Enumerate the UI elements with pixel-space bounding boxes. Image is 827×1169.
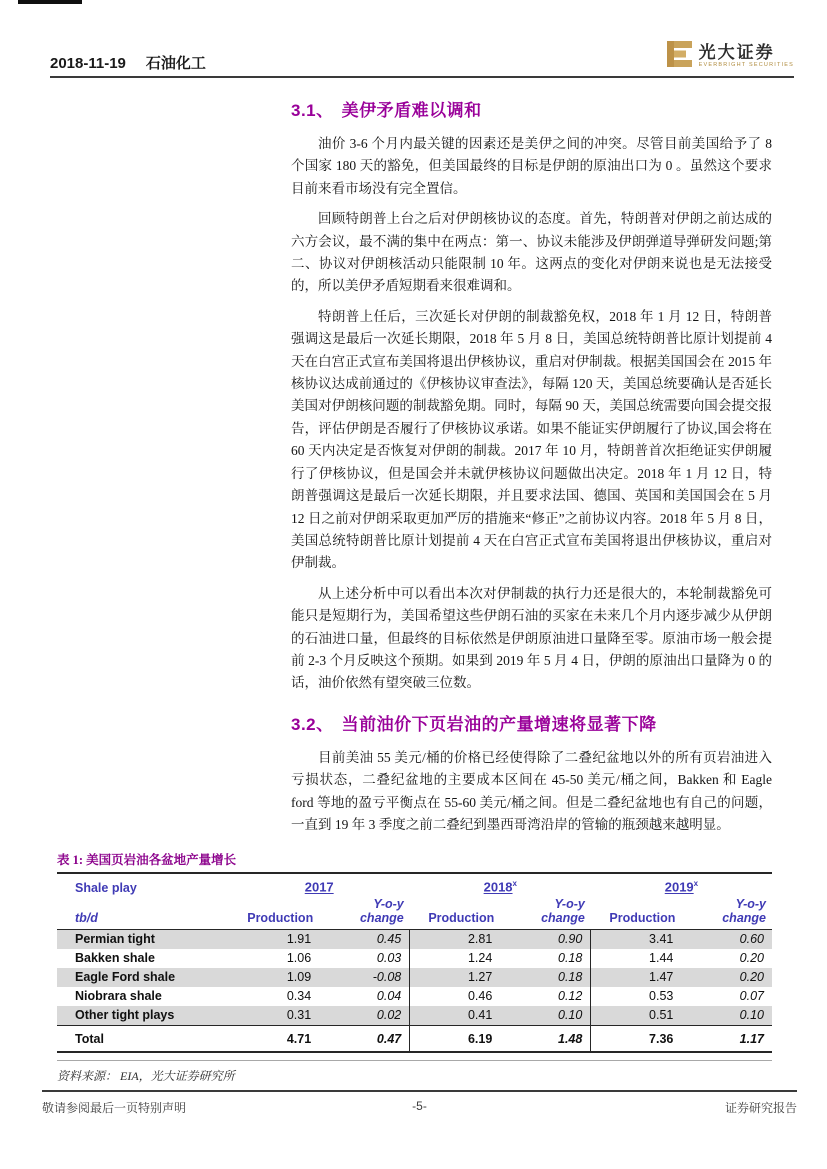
table-row-permian: Permian tight 1.91 0.45 2.81 0.90 3.41 0.60 [57,929,772,949]
year-header-2019: 2019$^x$ [664,879,699,895]
paragraph: 油价 3-6 个月内最关键的因素还是美伊之间的冲突。尽管目前美国给予了 8 个国家 180 天的豁免，但美国最终的目标是伊朗的原油出口为 0 。虽然这个要求目前来看市场没有完全置信。 [291,136,772,196]
text-column [291,96,772,836]
everbright-logo [667,41,794,73]
section-heading-3-2 [291,710,772,735]
yoy-header: Y-o-y change [500,895,591,930]
production-header: Production [229,895,320,930]
section-title: 当前油价下页岩油的产量增速将显著下降 [341,714,657,734]
paragraph: 回顾特朗普上台之后对伊朗核协议的态度。首先，特朗普对伊朗之前达成的六方会议，最不满的集中在两点：第一、协议未能涉及伊朗弹道导弹研发问题;第二、协议对伊朗核活动只能限制 10 年。这两点的变化对伊朗来说也是无法接受的，所以美伊矛盾短期看来很难调和。 [291,211,772,294]
section-number: 3.1、 [291,101,334,120]
logo-cn-label: 光大证券 [698,43,775,63]
source-note: 资料来源： EIA，光大证券研究所 [57,1060,772,1084]
header-meta [50,52,206,73]
table-row-other-tight: Other tight plays 0.31 0.02 0.41 0.10 0.51 0.10 [57,1006,772,1026]
table-row-eagle-ford: Eagle Ford shale 1.09 -0.08 1.27 0.18 1.47 0.20 [57,968,772,987]
section-heading-3-1 [291,96,772,121]
col-header-shale-play: Shale play [75,880,137,895]
report-date: 2018-11-19 [50,55,126,72]
table-year-header-row [57,873,772,894]
footer-row [42,1099,797,1116]
footer-report-type: 证券研究报告 [724,1101,797,1115]
yoy-header: Y-o-y change [681,895,772,930]
table-row-bakken: Bakken shale 1.06 0.03 1.24 0.18 1.44 0.20 [57,949,772,968]
document-body [57,96,772,1084]
scan-artifact-mark [18,0,82,4]
production-header: Production [591,895,682,930]
table-row-total: Total 4.71 0.47 6.19 1.48 7.36 1.17 [57,1025,772,1052]
shale-production-table [57,872,772,1052]
paragraph: 特朗普上任后，三次延长对伊朗的制裁豁免权，2018 年 1 月 12 日，特朗普强调这是最后一次延长期限，2018 年 5 月 8 日，美国总统特朗普比原计划提前 4 天在白宫正式宣布美国将退出伊核协议，重启对伊制裁。根据美国国会在 2015 年核协议达成前通过的《伊核协议审查法》，每隔 120 天，美国总统要确认是否延长美国对伊朗核问题的制裁豁免期。同时，每隔 90 天，美国总统需要向国会提交报告，评估伊朗是否履行了伊核协议承诺。如果不能证实伊朗履行了协议,国会将在 60 天内决定是否恢复对伊朗的制裁。2017 年 10 月，特朗普首次拒绝证实伊朗履行了伊核协议，但是国会并未就伊核协议问题做出决定。2018 年 1 月 12 日，特朗普强调这是最后一次延长期限，并且要求法国、德国、英国和美国国会在 5 月 12 日之前对伊朗采取更加严厉的措施来“修正”之前协议内容。2018 年 5 月 8 日，美国总统特朗普比原计划提前 4 天在白宫正式宣布美国将退出伊核协议，重启对伊制裁。 [291,308,772,571]
logo-text [699,44,794,69]
yoy-header: Y-o-y change [319,895,410,930]
table-subheader-row [57,895,772,930]
year-header-2017: 2017 [304,879,334,895]
page-number: -5- [412,1099,427,1113]
footer-disclaimer: 敬请参阅最后一页特别声明 [42,1101,187,1115]
production-header: Production [410,895,501,930]
report-footer [42,1090,797,1116]
year-header-2018: 2018$^x$ [483,879,517,895]
table-caption: 表 1: 美国页岩油各盆地产量增长 [57,853,237,868]
footer-rule [42,1090,797,1092]
unit-header: tb/d [57,895,229,930]
paragraph: 目前美油 55 美元/桶的价格已经使得除了二叠纪盆地以外的所有页岩油进入亏损状态，二叠纪盆地的主要成本区间在 45-50 美元/桶之间，Bakken 和 Eagle ford 等地的盈亏平衡点在 55-60 美元/桶之间。但是二叠纪盆地也有自己的问题，一直到 19 年 3 季度之前二叠纪到墨西哥湾沿岸的管输的瓶颈越来越明显。 [291,749,772,832]
table-row-niobrara: Niobrara shale 0.34 0.04 0.46 0.12 0.53 0.07 [57,987,772,1006]
table-block [57,850,772,1083]
logo-en-label: EVERBRIGHT SECURITIES [698,62,794,69]
section-title: 美伊矛盾难以调和 [341,101,482,120]
industry-name: 石油化工 [145,55,206,72]
paragraph: 从上述分析中可以看出本次对伊制裁的执行力还是很大的，本轮制裁豁免可能只是短期行为，美国希望这些伊朗石油的买家在未来几个月内逐步减少从伊朗的石油进口量，但最终的目标依然是伊朗原油进口量降至零。原油市场一般会提前 2-3 个月反映这个预期。如果到 2019 年 5 月 4 日，伊朗的原油出口量降为 0 的话，油价依然有望突破三位数。 [291,585,772,691]
report-header [50,40,794,78]
section-number: 3.2、 [291,714,334,734]
everbright-logo-icon [667,41,693,72]
